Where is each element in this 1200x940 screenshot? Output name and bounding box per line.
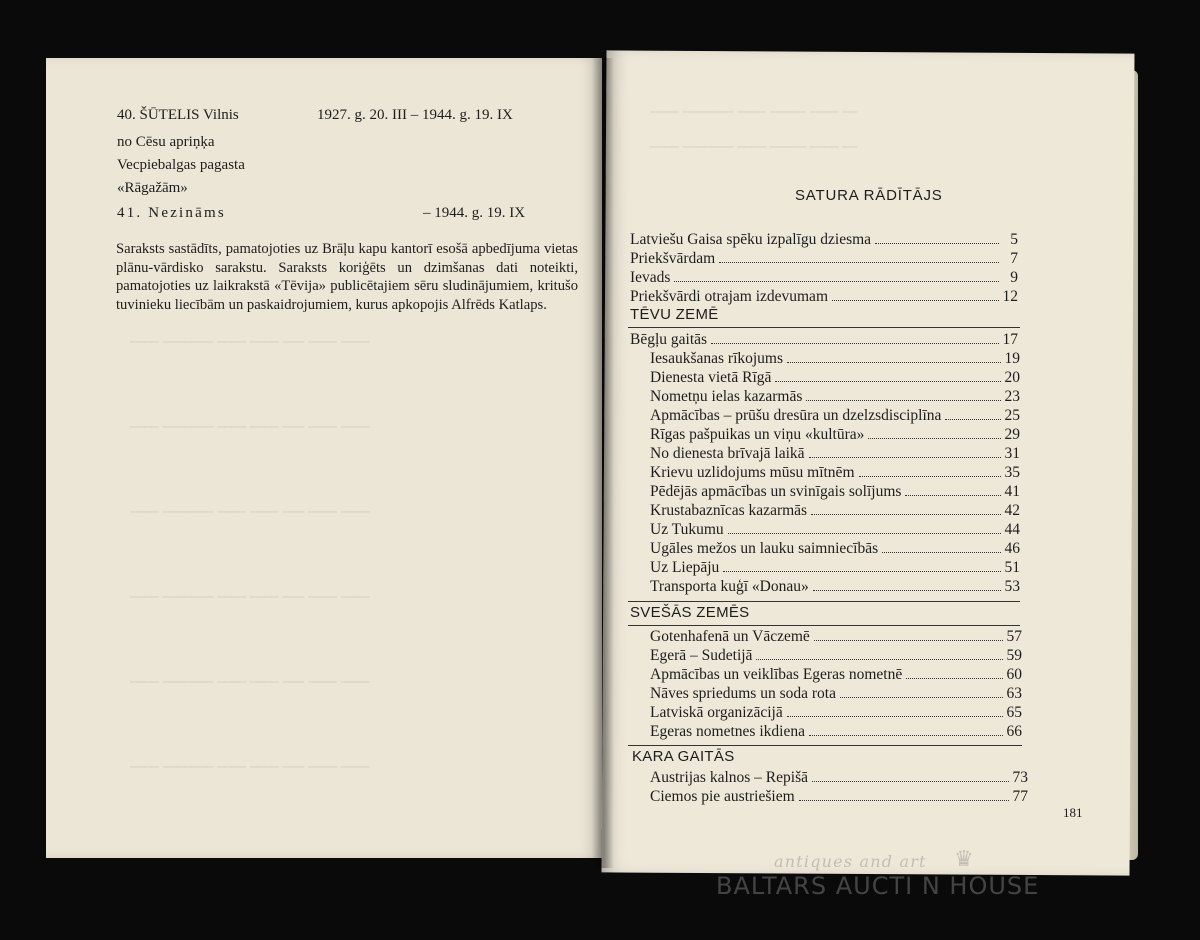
toc-item: Uz Liepāju 51: [650, 559, 1020, 576]
toc-item: Nometņu ielas kazarmās 23: [650, 388, 1020, 405]
watermark-tagline: antiques and art: [774, 852, 927, 871]
toc-item: Priekšvārdam 7: [630, 250, 1018, 267]
toc-item: Gotenhafenā un Vāczemē 57: [650, 628, 1022, 645]
entry-dates: – 1944. g. 19. IX: [423, 205, 526, 221]
show-through-text: ──── ─────── ──── ──── ─── ──── ────: [130, 505, 370, 519]
section-divider: [628, 327, 1020, 328]
section-divider: [628, 625, 1020, 626]
book-gutter: [592, 58, 614, 868]
show-through-text: ──── ─────── ──── ───── ──── ──: [650, 105, 857, 119]
toc-section-heading: TĒVU ZEMĒ: [630, 306, 719, 323]
entry-dates: 1927. g. 20. III – 1944. g. 19. IX: [317, 107, 513, 123]
section-divider: [628, 745, 1022, 746]
toc-item: Nāves spriedums un soda rota 63: [650, 685, 1022, 702]
entry-name: 41. Nezināms: [117, 205, 226, 221]
entry-origin-line: «Rāgažām»: [117, 180, 188, 196]
crown-icon: ♛: [954, 846, 974, 871]
toc-title: SATURA RĀDĪTĀJS: [795, 187, 943, 204]
toc-section-heading: SVEŠĀS ZEMĒS: [630, 604, 750, 621]
page-number: 181: [1063, 805, 1083, 820]
show-through-text: ──── ─────── ──── ──── ─── ──── ────: [130, 760, 370, 774]
toc-item: Latviskā organizācijā 65: [650, 704, 1022, 721]
toc-item: Krievu uzlidojums mūsu mītnēm 35: [650, 464, 1020, 481]
entry-origin-line: Vecpiebalgas pagasta: [117, 157, 245, 173]
show-through-text: ──── ─────── ──── ───── ──── ──: [650, 140, 857, 154]
toc-item: Pēdējās apmācības un svinīgais solījums 41: [650, 483, 1020, 500]
watermark-brand: BALTARS AUCTI N HOUSE: [716, 872, 1040, 900]
toc-item: Ugāles mežos un lauku saimniecībās 46: [650, 540, 1020, 557]
entry-origin-line: no Cēsu apriņķa: [117, 134, 215, 150]
toc-item: Apmācības – prūšu dresūra un dzelzsdisciplīna 25: [650, 407, 1020, 424]
toc-item: Iesaukšanas rīkojums 19: [650, 350, 1020, 367]
toc-item: Krustabaznīcas kazarmās 42: [650, 502, 1020, 519]
toc-item: Apmācības un veiklības Egeras nometnē 60: [650, 666, 1022, 683]
show-through-text: ──── ─────── ──── ──── ─── ──── ────: [130, 335, 370, 349]
toc-chapter: Bēgļu gaitās 17: [630, 331, 1018, 348]
toc-item: No dienesta brīvajā laikā 31: [650, 445, 1020, 462]
toc-item: Egeras nometnes ikdiena 66: [650, 723, 1022, 740]
left-page: [46, 58, 602, 858]
toc-item: Rīgas pašpuikas un viņu «kultūra» 29: [650, 426, 1020, 443]
toc-item: Austrijas kalnos – Repišā 73: [650, 769, 1028, 786]
toc-item: Uz Tukumu 44: [650, 521, 1020, 538]
toc-item: Latviešu Gaisa spēku izpalīgu dziesma 5: [630, 231, 1018, 248]
toc-item: Ciemos pie austriešiem 77: [650, 788, 1028, 805]
toc-section-heading: KARA GAITĀS: [632, 748, 735, 765]
entry-name: 40. ŠŪTELIS Vilnis: [117, 107, 239, 123]
show-through-text: ──── ─────── ──── ──── ─── ──── ────: [130, 590, 370, 604]
show-through-text: ──── ─────── ──── ──── ─── ──── ────: [130, 675, 370, 689]
auction-watermark: [716, 846, 1136, 916]
toc-item: Egerā – Sudetijā 59: [650, 647, 1022, 664]
show-through-text: ──── ─────── ──── ──── ─── ──── ────: [130, 420, 370, 434]
source-note: Saraksts sastādīts, pamatojoties uz Brāļu kapu kantorī esošā apbedījuma vietas plānu-vārdisko sarakstu. Saraksts koriģēts un dzimšanas dati noteikti, pamatojoties uz laikrakstā «Tēvija» publicētajiem sēru sludinājumiem, kritušo tuvinieku liecībām un paskaidrojumiem, kurus apkopojis Alfrēds Katlaps.: [116, 241, 578, 313]
toc-item: Ievads 9: [630, 269, 1018, 286]
section-divider: [628, 601, 1020, 602]
toc-item: Dienesta vietā Rīgā 20: [650, 369, 1020, 386]
toc-item: Transporta kuģī «Donau» 53: [650, 578, 1020, 595]
toc-item: Priekšvārdi otrajam izdevumam 12: [630, 288, 1018, 305]
